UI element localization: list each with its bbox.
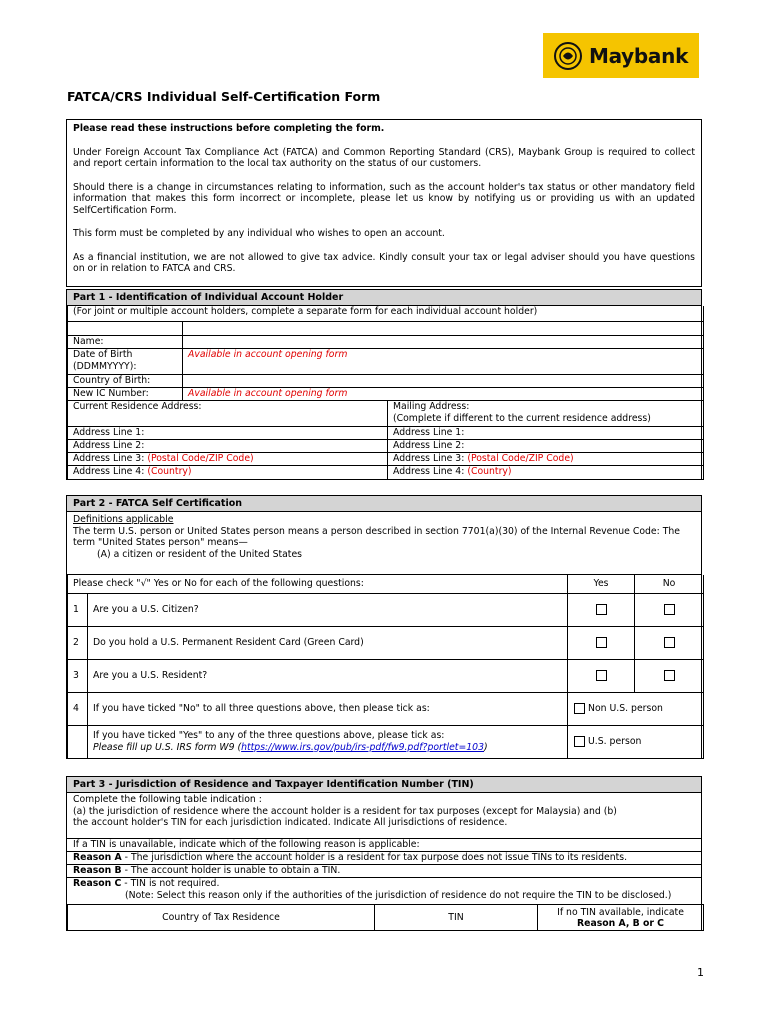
addr4-label: Address Line 4: [393, 465, 465, 477]
part3-heading: Part 3 - Jurisdiction of Residence and Taxpayer Identification Number (TIN) [67, 777, 701, 793]
q1-no-cell [635, 593, 704, 626]
part1-section [66, 289, 702, 480]
q2-number: 2 [68, 626, 88, 659]
us-option [568, 725, 704, 758]
current-addr-line3[interactable] [68, 452, 388, 465]
q3-no-checkbox[interactable] [664, 670, 675, 681]
instructions-p3: This form must be completed by any individual who wishes to open an account. [73, 228, 445, 239]
part3-section [66, 776, 702, 931]
reason-a-text: - The jurisdiction where the account holder is a resident for tax purpose does not issue TINs to its residents. [121, 852, 628, 863]
q2-text: Do you hold a U.S. Permanent Resident Card (Green Card) [88, 626, 568, 659]
maybank-logo [543, 33, 699, 78]
country-birth-label: Country of Birth: [68, 374, 183, 387]
addr4-label: Address Line 4: [73, 465, 145, 477]
mailing-addr-line3[interactable] [388, 452, 704, 465]
reason-a-label: Reason A [73, 852, 122, 863]
q1-yes-checkbox[interactable] [596, 604, 607, 615]
dob-label: Date of Birth (DDMMYYYY): [68, 348, 183, 374]
definitions-text: The term U.S. person or United States person means a person described in section 7701(a)(30) of the Internal Revenue Code: The term "United States person" means— [73, 525, 681, 548]
blank-input[interactable] [183, 321, 704, 335]
reason-b-label: Reason B [73, 865, 122, 876]
q4-number: 4 [68, 692, 88, 725]
q2-no-cell [635, 626, 704, 659]
non-us-person-label: Non U.S. person [587, 702, 663, 714]
q3-number: 3 [68, 659, 88, 692]
addr3-label: Address Line 3: [73, 452, 145, 464]
q5-cell [88, 725, 568, 758]
page-number: 1 [697, 966, 704, 979]
part3-instructions [67, 793, 701, 839]
instructions-box [66, 119, 702, 287]
col-tin-header: TIN [375, 905, 538, 931]
mailing-addr-line1[interactable]: Address Line 1: [388, 426, 704, 439]
q5-number [68, 725, 88, 758]
name-field[interactable] [183, 335, 704, 348]
q1-no-checkbox[interactable] [664, 604, 675, 615]
part2-section [66, 495, 702, 759]
q5-close-paren: ) [483, 741, 488, 753]
check-instruction: Please check "√" Yes or No for each of the following questions: [68, 575, 568, 593]
definitions-heading: Definitions applicable [73, 514, 174, 525]
reason-c-text: - TIN is not required. [121, 878, 220, 889]
part3-line1: Complete the following table indication : [73, 794, 262, 805]
us-person-label: U.S. person [587, 735, 642, 747]
irs-w9-link[interactable]: https://www.irs.gov/pub/irs-pdf/fw9.pdf?portlet=103 [241, 741, 484, 753]
reason-c-label: Reason C [73, 878, 122, 889]
q1-number: 1 [68, 593, 88, 626]
q3-yes-checkbox[interactable] [596, 670, 607, 681]
q2-yes-cell [568, 626, 635, 659]
ic-field[interactable]: Available in account opening form [183, 387, 704, 400]
current-addr-line1[interactable]: Address Line 1: [68, 426, 388, 439]
country-birth-field[interactable] [183, 374, 704, 387]
part3-line2: (a) the jurisdiction of residence where the account holder is a resident for tax purposes (except for Malaysia) and (b) [73, 805, 617, 817]
q4-text: If you have ticked "No" to all three questions above, then please tick as: [88, 692, 568, 725]
logo-text: Maybank [589, 43, 689, 68]
part3-line3: the account holder's TIN for each jurisdiction indicated. Indicate All jurisdictions of residence. [73, 817, 508, 828]
q2-no-checkbox[interactable] [664, 637, 675, 648]
current-addr-line4[interactable] [68, 465, 388, 479]
col-reason-line1: If no TIN available, indicate [557, 906, 684, 918]
yes-header: Yes [568, 575, 635, 593]
q5-text: If you have ticked "Yes" to any of the three questions above, please tick as: [93, 729, 445, 741]
definitions-block [67, 512, 701, 575]
mailing-addr-line4[interactable] [388, 465, 704, 479]
q1-yes-cell [568, 593, 635, 626]
addr3-hint: (Postal Code/ZIP Code) [467, 452, 574, 464]
part2-heading: Part 2 - FATCA Self Certification [67, 496, 701, 512]
reason-a-row [67, 852, 701, 865]
addr4-hint: (Country) [147, 465, 192, 477]
maybank-tiger-icon [553, 41, 583, 71]
non-us-option [568, 692, 704, 725]
addr4-hint: (Country) [467, 465, 512, 477]
part1-table [67, 306, 704, 480]
part1-note: (For joint or multiple account holders, complete a separate form for each individual account holder) [68, 306, 704, 321]
part1-heading: Part 1 - Identification of Individual Account Holder [67, 290, 701, 306]
col-country-header: Country of Tax Residence [68, 905, 375, 931]
reason-c-note: (Note: Select this reason only if the authorities of the jurisdiction of residence do not require the TIN to be disclosed.) [125, 889, 672, 901]
blank-cell [68, 321, 183, 335]
current-address-label: Current Residence Address: [68, 400, 388, 426]
q1-text: Are you a U.S. Citizen? [88, 593, 568, 626]
reason-c-row [67, 878, 701, 904]
mailing-address-cell [388, 400, 704, 426]
q3-no-cell [635, 659, 704, 692]
col-reason-line2: Reason A, B or C [576, 917, 664, 929]
name-label: Name: [68, 335, 183, 348]
addr3-hint: (Postal Code/ZIP Code) [147, 452, 254, 464]
instructions-p2: Should there is a change in circumstances relating to information, such as the account holder's tax status or other mandatory field information that makes this form incorrect or incomplete, please let us know by notifying us or providing us with an updated SelfCertification Form. [73, 181, 695, 216]
q3-text: Are you a U.S. Resident? [88, 659, 568, 692]
form-title: FATCA/CRS Individual Self-Certification Form [67, 89, 381, 104]
definitions-a: (A) a citizen or resident of the United States [97, 548, 303, 560]
addr3-label: Address Line 3: [393, 452, 465, 464]
non-us-person-checkbox[interactable] [574, 703, 585, 714]
instructions-heading: Please read these instructions before completing the form. [73, 123, 385, 134]
mailing-address-label: Mailing Address: [393, 400, 470, 412]
instructions-p4: As a financial institution, we are not allowed to give tax advice. Kindly consult your tax or legal adviser should you have questions on or in relation to FATCA and CRS. [73, 251, 695, 274]
col-reason-header [538, 905, 704, 931]
q5-fill-line [93, 742, 562, 754]
reason-b-text: - The account holder is unable to obtain a TIN. [121, 865, 341, 876]
q2-yes-checkbox[interactable] [596, 637, 607, 648]
tin-table [67, 904, 704, 931]
q3-yes-cell [568, 659, 635, 692]
part3-line4: If a TIN is unavailable, indicate which of the following reason is applicable: [67, 839, 701, 852]
ic-label: New IC Number: [68, 387, 183, 400]
no-header: No [635, 575, 704, 593]
instructions-p1: Under Foreign Account Tax Compliance Act (FATCA) and Common Reporting Standard (CRS), Maybank Group is required to collect and report certain information to the local tax authority on the status of our customers. [73, 146, 695, 169]
q5-fill-label: Please fill up U.S. IRS form W9 ( [93, 741, 242, 753]
mailing-addr-line2[interactable]: Address Line 2: [388, 439, 704, 452]
dob-field[interactable]: Available in account opening form [183, 348, 704, 374]
reason-b-row [67, 865, 701, 878]
mailing-address-note: (Complete if different to the current residence address) [393, 412, 651, 424]
current-addr-line2[interactable]: Address Line 2: [68, 439, 388, 452]
fatca-questions-table [67, 575, 704, 759]
us-person-checkbox[interactable] [574, 736, 585, 747]
